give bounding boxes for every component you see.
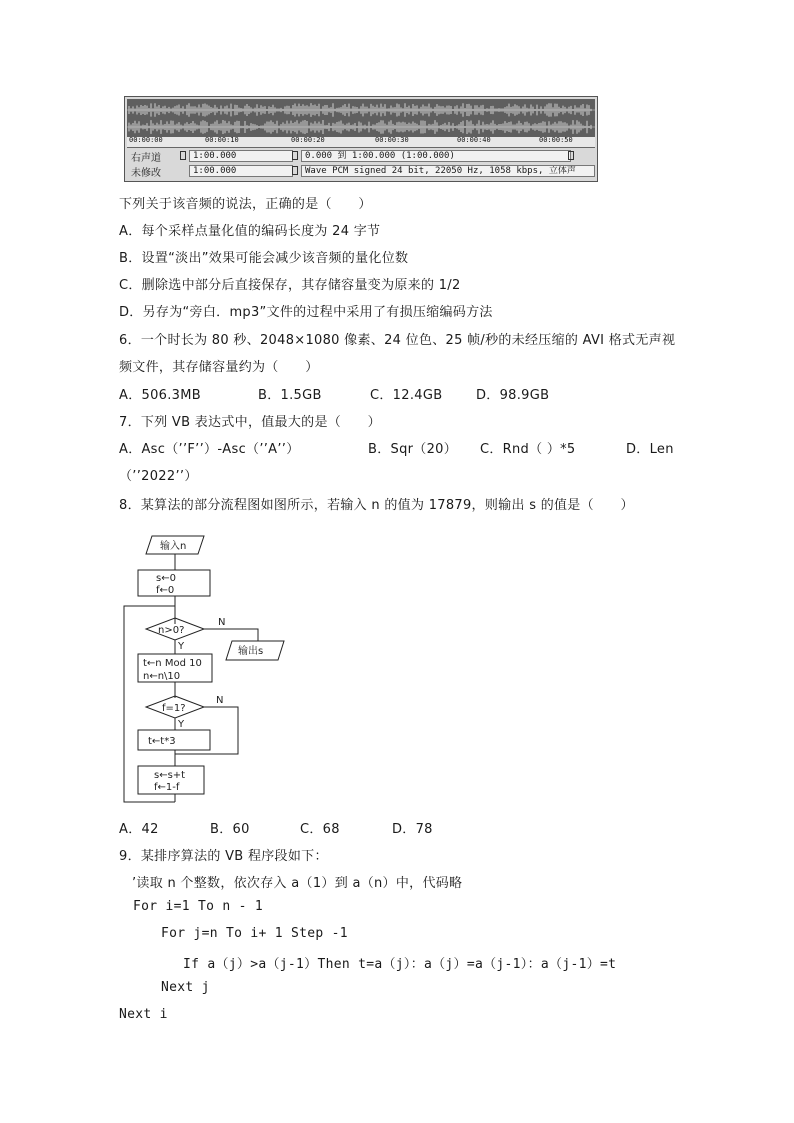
flow-yes1-text: Y — [178, 641, 185, 652]
q7-stem: 7．下列 VB 表达式中，值最大的是（ ） — [119, 415, 381, 430]
q8-option-a: A．42 — [119, 822, 159, 837]
q9-code-line4: Next j — [161, 980, 210, 995]
time-label: 00:00:10 — [205, 136, 239, 144]
flow-output-text: 输出s — [238, 646, 264, 657]
q9-stem: 9．某排序算法的 VB 程序段如下： — [119, 849, 328, 864]
flow-step2-text: n←n\10 — [143, 671, 181, 682]
flow-step1-text: t←n Mod 10 — [143, 658, 202, 669]
flow-cond2-text: f=1? — [162, 703, 186, 714]
q9-code-line5: Next i — [119, 1007, 168, 1022]
flow-init1-text: s←0 — [156, 573, 176, 584]
q9-comment: ’读取 n 个整数，依次存入 a（1）到 a（n）中，代码略 — [132, 876, 463, 891]
channel-row — [127, 149, 595, 164]
status-row — [127, 164, 595, 179]
q6-option-c: C．12.4GB — [370, 388, 443, 403]
flow-no-arrow — [204, 629, 258, 641]
q8-option-c: C．68 — [300, 822, 340, 837]
q7-option-b: B．Sqr（20） — [368, 442, 458, 457]
time-label: 00:00:20 — [291, 136, 325, 144]
format-info: Wave PCM signed 24 bit, 22050 Hz, 1058 kbps, 立体声 — [301, 165, 595, 177]
flow-yes2-text: Y — [178, 719, 185, 730]
flow-step4-text: s←s+t — [154, 770, 186, 781]
spin-icon[interactable] — [292, 166, 298, 175]
spin-icon[interactable] — [568, 151, 574, 160]
q8-stem: 8．某算法的部分流程图如图所示，若输入 n 的值为 17879，则输出 s 的值是（ ） — [119, 498, 634, 513]
q6-stem-line1: 6．一个时长为 80 秒、2048×1080 像素、24 位色、25 帧/秒的未经压缩的 AVI 格式无声视 — [119, 333, 676, 348]
q8-option-d: D．78 — [392, 822, 433, 837]
flow-no1-text: N — [218, 617, 226, 628]
flow-step5-text: f←1-f — [154, 782, 180, 793]
time-label: 00:00:40 — [457, 136, 491, 144]
status-label: 未修改 — [131, 168, 161, 179]
audio-editor-screenshot — [124, 96, 598, 182]
q9-code-line1: For i=1 To n - 1 — [133, 899, 264, 914]
flow-init2-text: f←0 — [156, 585, 175, 596]
q5-option-a: A．每个采样点量化值的编码长度为 24 字节 — [119, 224, 381, 239]
flowchart — [118, 528, 318, 808]
q5-option-b: B．设置“淡出”效果可能会减少该音频的量化位数 — [119, 251, 409, 266]
q6-stem-line2: 频文件，其存储容量约为（ ） — [119, 360, 319, 375]
selection-range-field[interactable]: 0.000 到 1:00.000 (1:00.000) — [301, 150, 571, 162]
flow-no2-text: N — [216, 695, 224, 706]
q5-option-c: C．删除选中部分后直接保存，其存储容量变为原来的 1/2 — [119, 278, 461, 293]
channel-toggle-icon[interactable] — [180, 151, 186, 160]
time-label: 00:00:00 — [129, 136, 163, 144]
status-value-field[interactable]: 1:00.000 — [189, 165, 293, 177]
time-ruler — [127, 137, 595, 148]
q6-option-d: D．98.9GB — [476, 388, 550, 403]
waveform-display — [127, 99, 595, 137]
channel-label: 右声道 — [131, 153, 161, 164]
flow-step3-text: t←t*3 — [148, 736, 176, 747]
q7-option-d-cont: （’’2022’’） — [119, 469, 198, 484]
time-label: 00:00:30 — [375, 136, 409, 144]
q9-code-line3: If a（j）>a（j-1）Then t=a（j）：a（j）=a（j-1）：a（j-1）=t — [183, 957, 617, 972]
q6-option-a: A．506.3MB — [119, 388, 201, 403]
q9-code-line2: For j=n To i+ 1 Step -1 — [161, 926, 348, 941]
waveform-graphic — [127, 99, 595, 137]
q7-option-c: C．Rnd（ ）*5 — [480, 442, 576, 457]
channel-value-field[interactable]: 1:00.000 — [189, 150, 293, 162]
q7-option-d: D．Len — [626, 442, 674, 457]
flow-input-text: 输入n — [160, 541, 187, 552]
flow-cond1-text: n>0? — [158, 625, 185, 636]
q6-option-b: B．1.5GB — [258, 388, 322, 403]
q5-option-d: D．另存为“旁白．mp3”文件的过程中采用了有损压缩编码方法 — [119, 305, 493, 320]
spin-icon[interactable] — [292, 151, 298, 160]
time-label: 00:00:50 — [539, 136, 573, 144]
q7-option-a: A．Asc（’’F’’）-Asc（’’A’’） — [119, 442, 300, 457]
q5-stem: 下列关于该音频的说法，正确的是（ ） — [119, 197, 372, 212]
q8-option-b: B．60 — [210, 822, 250, 837]
